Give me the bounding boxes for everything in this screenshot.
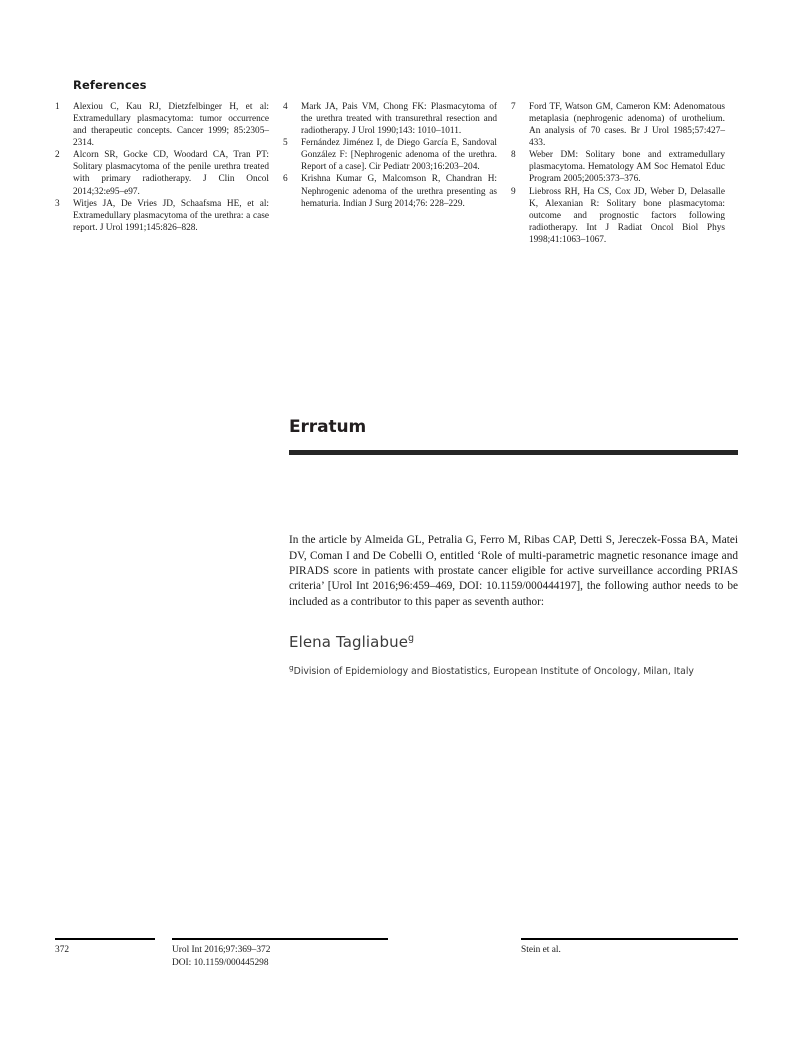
reference-item (55, 198, 283, 234)
citation-journal-line: Urol Int 2016;97:369–372 (172, 945, 271, 955)
reference-number: 5 (283, 138, 288, 149)
affiliation-marker: g (289, 663, 294, 673)
reference-item (511, 101, 739, 149)
running-authors: Stein et al. (521, 945, 561, 955)
reference-number: 4 (283, 102, 288, 112)
footer-divider-right (521, 938, 738, 940)
references-column-3 (511, 101, 739, 246)
reference-number: 7 (511, 102, 516, 112)
reference-number: 2 (55, 150, 60, 161)
footer-divider-center (172, 938, 388, 940)
reference-number: 9 (511, 186, 516, 197)
citation-doi-line: DOI: 10.1159/000445298 (172, 957, 269, 968)
author-affiliation-marker: g (408, 633, 415, 645)
reference-text: Alcorn SR, Gocke CD, Woodard CA, Tran PT: Solitary plasmacytoma of the penile urethra treated with primary radiotherapy. J Clin Oncol 2014;32:e95–e97. (73, 150, 269, 197)
references-section (55, 78, 739, 246)
reference-text: Liebross RH, Ha CS, Cox JD, Weber D, Delasalle K, Alexanian R: Solitary bone plasmacytoma: outcome and prognostic factors following radiotherapy. Int J Radiat Oncol Biol Phys 1998;41:1063–1067. (529, 186, 725, 245)
reference-item (283, 101, 511, 137)
erratum-affiliation (289, 663, 738, 677)
reference-text: Witjes JA, De Vries JD, Schaafsma HE, et al: Extramedullary plasmacytoma of the urethra: a case report. J Urol 1991;145:826–828. (73, 198, 269, 233)
page-number: 372 (55, 945, 70, 955)
erratum-title: Erratum (289, 417, 367, 438)
reference-number: 8 (511, 150, 516, 161)
reference-item (283, 137, 511, 173)
reference-text: Mark JA, Pais VM, Chong FK: Plasmacytoma of the urethra treated with transurethral resection and radiotherapy. J Urol 1990;143: 1010–1011. (301, 102, 497, 137)
reference-item (511, 149, 739, 185)
reference-text: Krishna Kumar G, Malcomson R, Chandran H: Nephrogenic adenoma of the urethra presenting as hematuria. Indian J Surg 2014;76: 228–229. (301, 174, 497, 209)
erratum-body-text: In the article by Almeida GL, Petralia G, Ferro M, Ribas CAP, Detti S, Jereczek-Fossa BA, Matei DV, Coman I and De Cobelli O, entitled ‘Role of multi-parametric magnetic resonance image and PIRADS score in patients with prostate cancer eligible for active surveillance according PRIAS criteria’ [Urol Int 2016;96:459–469, DOI: 10.1159/000444197], the following author needs to be included as a contributor to this paper as seventh author: (289, 534, 738, 608)
erratum-section (289, 406, 738, 677)
reference-text: Weber DM: Solitary bone and extramedullary plasmacytoma. Hematology AM Soc Hematol Educ Program 2005;2005:373–376. (529, 150, 725, 185)
reference-item (511, 186, 739, 246)
references-columns (55, 101, 739, 246)
reference-number: 1 (55, 102, 60, 112)
reference-text: Alexiou C, Kau RJ, Dietzfelbinger H, et al: Extramedullary plasmacytoma: tumor occurrence and therapeutic concepts. Cancer 1999; 85:2305–2314. (73, 102, 269, 149)
reference-item (55, 101, 283, 149)
footer-citation (172, 944, 270, 970)
reference-text: Ford TF, Watson GM, Cameron KM: Adenomatous metaplasia (nephrogenic adenoma) of urothelium. An analysis of 70 cases. Br J Urol 1985;57:427–433. (529, 102, 725, 149)
reference-number: 6 (283, 174, 288, 185)
references-column-1 (55, 101, 283, 246)
reference-text: Fernández Jiménez I, de Diego García E, Sandoval González F: [Nephrogenic adenoma of the urethra. Report of a case]. Cir Pediatr 2003;16:203–204. (301, 138, 497, 173)
erratum-divider (289, 450, 738, 455)
reference-item (55, 149, 283, 197)
footer-divider-left (55, 938, 155, 940)
references-column-2 (283, 101, 511, 246)
page-footer (0, 938, 794, 998)
references-heading: References (73, 78, 147, 92)
reference-item (283, 173, 511, 209)
reference-number: 3 (55, 198, 60, 209)
author-name-text: Elena Tagliabue (289, 633, 409, 652)
erratum-author-name (289, 633, 738, 651)
affiliation-text: Division of Epidemiology and Biostatistics, European Institute of Oncology, Milan, Italy (293, 666, 694, 678)
